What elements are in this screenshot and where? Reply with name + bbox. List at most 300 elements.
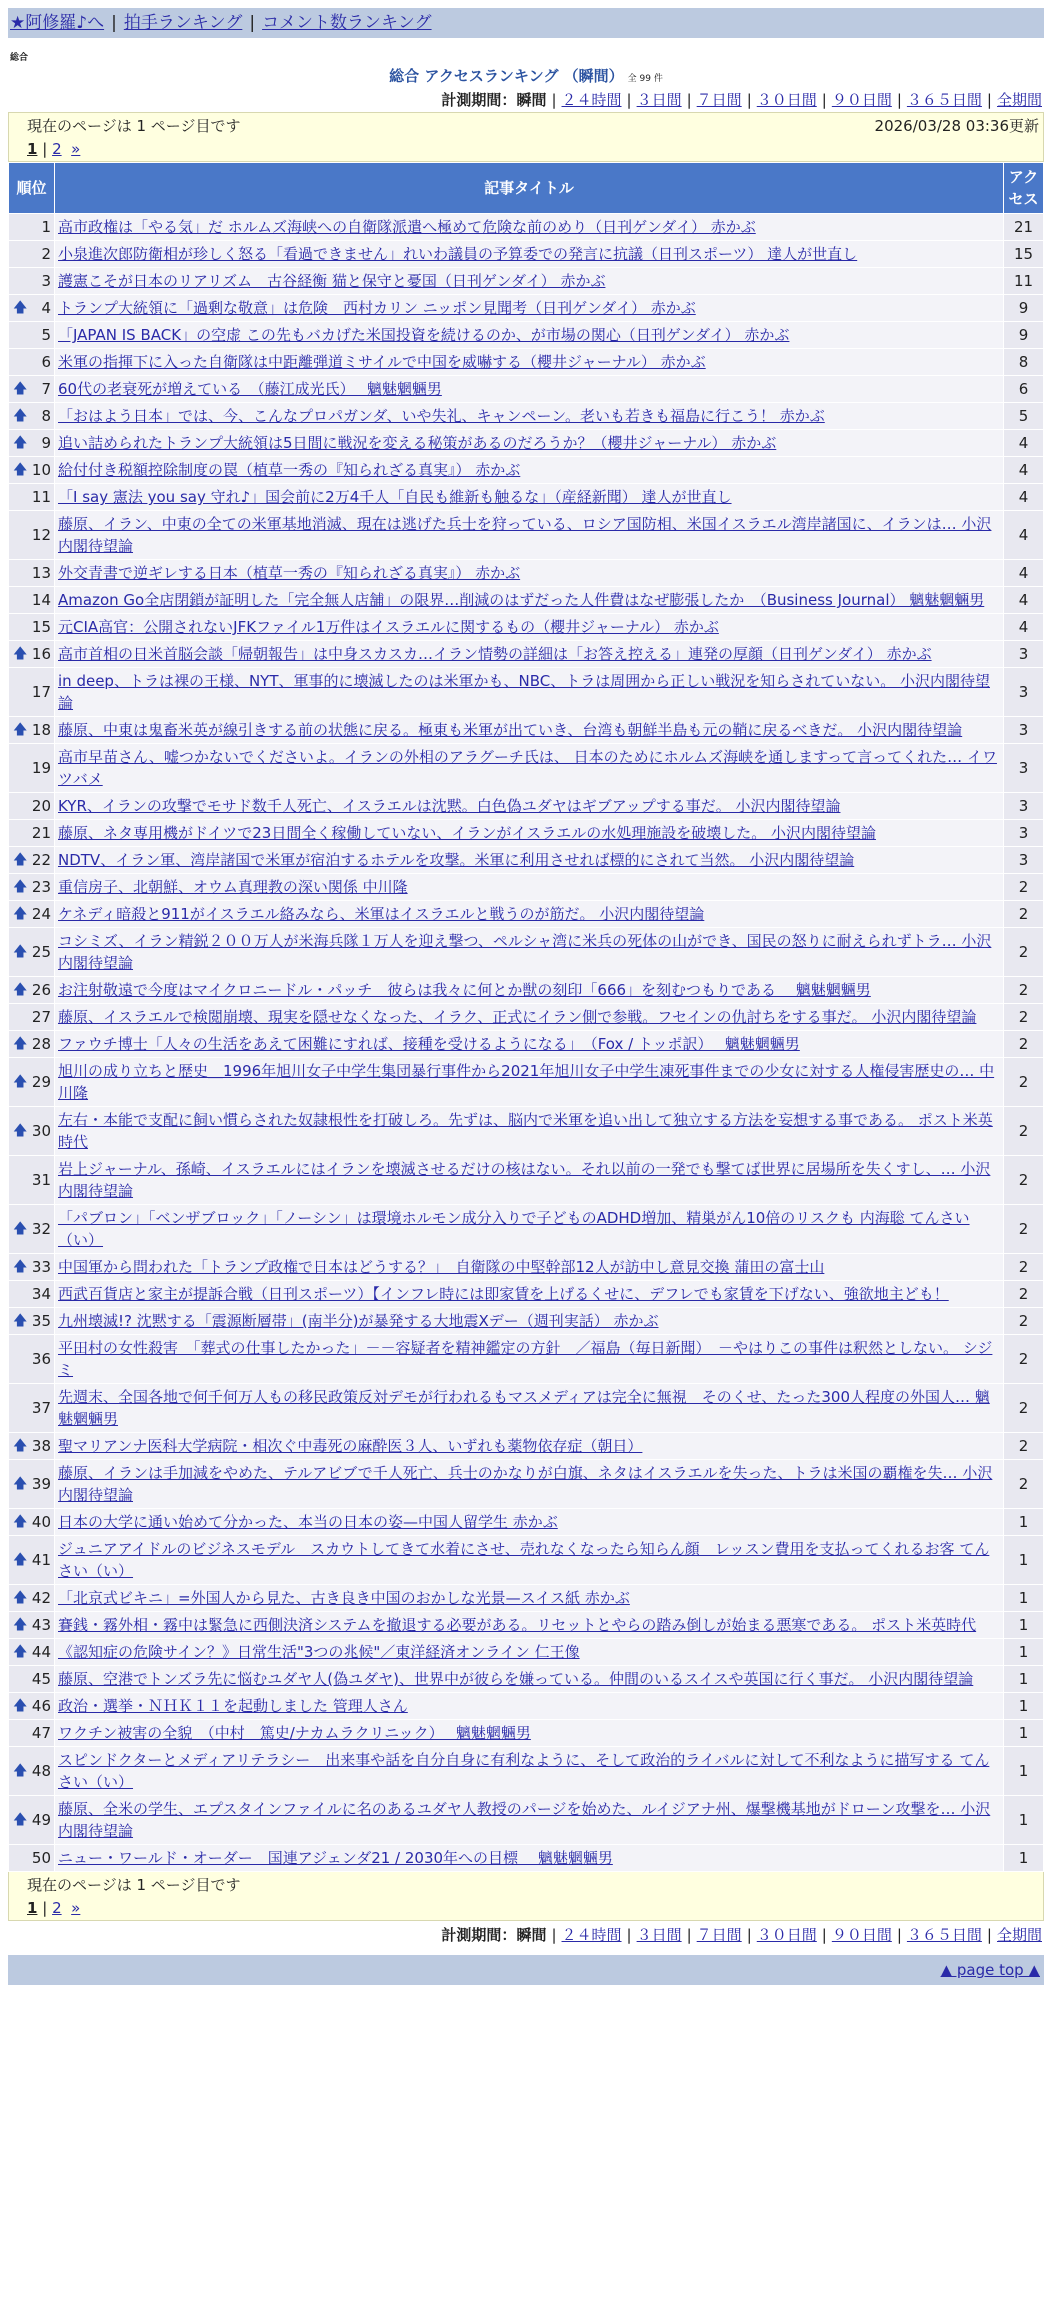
access-count: 2 bbox=[1004, 1205, 1044, 1254]
rank-number: 29 bbox=[31, 1073, 51, 1091]
table-row bbox=[9, 1156, 1044, 1205]
period-link-3d[interactable]: ３日間 bbox=[636, 1926, 682, 1944]
rank-cell bbox=[9, 403, 55, 430]
article-link[interactable]: 旭川の成り立ちと歴史＿1996年旭川女子中学生集団暴行事件から2021年旭川女子中学生凍死事件までの少女に対する人権侵害歴史の… 中川隆 bbox=[58, 1062, 995, 1102]
title-cell bbox=[55, 322, 1004, 349]
access-count: 1 bbox=[1004, 1747, 1044, 1796]
footer-bar bbox=[8, 1955, 1044, 1985]
title-cell bbox=[55, 1335, 1004, 1384]
comment-ranking-link[interactable]: コメント数ランキング bbox=[262, 13, 432, 33]
rank-number: 42 bbox=[31, 1589, 51, 1607]
article-link[interactable]: 高市早苗さん、嘘つかないでくださいよ。イランの外相のアラグーチ氏は、 日本のためにホルムズ海峡を通しますって言ってくれた… イワツバメ bbox=[58, 748, 997, 788]
rank-number: 10 bbox=[31, 461, 51, 479]
rank-number: 30 bbox=[31, 1122, 51, 1140]
article-link[interactable]: 賽銭・霧外相・霧中は緊急に西側決済システムを撤退する必要がある。リセットとやらの踏み倒しが始まる悪寒である。 ポスト米英時代 bbox=[58, 1616, 977, 1634]
rank-number: 36 bbox=[31, 1350, 51, 1368]
article-link[interactable]: 西武百貨店と家主が提訴合戦（日刊スポーツ）【インフレ時には即家賃を上げるくせに、デフレでも家賃を下げない、強欲地主ども！ bbox=[58, 1285, 949, 1303]
rank-cell bbox=[9, 241, 55, 268]
title-header: 記事タイトル bbox=[55, 163, 1004, 214]
table-row bbox=[9, 295, 1044, 322]
article-link[interactable]: 先週末、全国各地で何千何万人もの移民政策反対デモが行われるもマスメディアは完全に無視 そのくせ、たった300人程度の外国人… 魑魅魍魎男 bbox=[58, 1388, 990, 1428]
table-row bbox=[9, 376, 1044, 403]
top-nav: ★阿修羅♪へ | 拍手ランキング | コメント数ランキング bbox=[8, 8, 1044, 38]
rank-up-arrow-icon: 🡅 bbox=[13, 1590, 28, 1606]
article-link[interactable]: 藤原、中東は鬼畜米英が線引きする前の状態に戻る。極東も米軍が出ていき、台湾も朝鮮半島も元の鞘に戻るべきだ。 小沢内閣待望論 bbox=[58, 721, 963, 739]
table-row bbox=[9, 1585, 1044, 1612]
article-link[interactable]: 平田村の女性殺害 「葬式の仕事したかった」－－容疑者を精神鑑定の方針 ／福島（毎日新聞） －やはりこの事件は釈然としない。 シジミ bbox=[58, 1339, 993, 1379]
access-count: 2 bbox=[1004, 1254, 1044, 1281]
rank-number: 15 bbox=[31, 618, 51, 636]
table-row bbox=[9, 322, 1044, 349]
table-row bbox=[9, 214, 1044, 241]
rank-number: 20 bbox=[31, 797, 51, 815]
title-cell bbox=[55, 1058, 1004, 1107]
access-count: 11 bbox=[1004, 268, 1044, 295]
period-link-all[interactable]: 全期間 bbox=[996, 91, 1042, 109]
access-count: 1 bbox=[1004, 1639, 1044, 1666]
article-link[interactable]: ワクチン被害の全貌 （中村 篤史/ナカムラクリニック） 魑魅魍魎男 bbox=[58, 1724, 531, 1742]
period-current: 瞬間 bbox=[516, 1926, 547, 1944]
title-cell bbox=[55, 403, 1004, 430]
table-row bbox=[9, 1612, 1044, 1639]
period-link-30d[interactable]: ３０日間 bbox=[756, 91, 817, 109]
table-row bbox=[9, 1509, 1044, 1536]
rank-cell bbox=[9, 1460, 55, 1509]
rank-up-arrow-icon: 🡅 bbox=[13, 646, 28, 662]
period-link-24h[interactable]: ２４時間 bbox=[561, 91, 622, 109]
table-row bbox=[9, 717, 1044, 744]
article-link[interactable]: 「おはよう日本」では、今、こんなプロパガンダ、いや失礼、キャンペーン。老いも若きも福島に行こう！ 赤かぶ bbox=[58, 407, 825, 425]
article-link[interactable]: KYR、イランの攻撃でモサド数千人死亡、イスラエルは沈黙。白色偽ユダヤはギブアップする事だ。 小沢内閣待望論 bbox=[58, 797, 841, 815]
rank-cell bbox=[9, 376, 55, 403]
rank-number: 48 bbox=[31, 1762, 51, 1780]
rank-cell bbox=[9, 820, 55, 847]
rank-cell bbox=[9, 668, 55, 717]
article-link[interactable]: 小泉進次郎防衛相が珍しく怒る「看過できません」れいわ議員の予算委での発言に抗議（日刊スポーツ） 達人が世直し bbox=[58, 245, 858, 263]
access-count: 1 bbox=[1004, 1693, 1044, 1720]
title-cell bbox=[55, 295, 1004, 322]
home-link[interactable]: ★阿修羅♪へ bbox=[10, 13, 105, 33]
rank-cell bbox=[9, 1031, 55, 1058]
table-row bbox=[9, 1639, 1044, 1666]
access-count: 9 bbox=[1004, 295, 1044, 322]
rank-up-arrow-icon: 🡅 bbox=[13, 1552, 28, 1568]
rank-cell bbox=[9, 1058, 55, 1107]
title-cell bbox=[55, 1308, 1004, 1335]
ranking-table bbox=[8, 162, 1044, 1872]
period-link-365d[interactable]: ３６５日間 bbox=[906, 91, 982, 109]
article-link[interactable]: NDTV、イラン軍、湾岸諸国で米軍が宿泊するホテルを攻撃。米軍に利用させれば標的にされて当然。 小沢内閣待望論 bbox=[58, 851, 855, 869]
rank-number: 21 bbox=[31, 824, 51, 842]
access-count: 8 bbox=[1004, 349, 1044, 376]
pager-bottom: 現在のページは 1 ページ目です 1 | 2 » bbox=[8, 1872, 1044, 1921]
rank-cell bbox=[9, 484, 55, 511]
article-link[interactable]: 60代の老衰死が増えている （藤江成光氏） 魑魅魍魎男 bbox=[58, 380, 442, 398]
rank-number: 7 bbox=[41, 380, 51, 398]
table-row bbox=[9, 1460, 1044, 1509]
table-row bbox=[9, 1254, 1044, 1281]
rank-up-arrow-icon: 🡅 bbox=[13, 1698, 28, 1714]
rank-cell bbox=[9, 1796, 55, 1845]
rank-cell bbox=[9, 1693, 55, 1720]
access-header: アクセス bbox=[1004, 163, 1044, 214]
rank-number: 43 bbox=[31, 1616, 51, 1634]
article-link[interactable]: 米軍の指揮下に入った自衛隊は中距離弾道ミサイルで中国を威嚇する（櫻井ジャーナル） 赤かぶ bbox=[58, 353, 706, 371]
access-count: 2 bbox=[1004, 1156, 1044, 1205]
rank-number: 28 bbox=[31, 1035, 51, 1053]
article-link[interactable]: 追い詰められたトランプ大統領は5日間に戦況を変える秘策があるのだろうか？（櫻井ジャーナル） 赤かぶ bbox=[58, 434, 777, 452]
period-selector-top: 計測期間：瞬間 | ２４時間 | ３日間 | ７日間 | ３０日間 | ９０日間 | ３６５日間 | 全期間 bbox=[441, 91, 1042, 109]
rank-cell bbox=[9, 1509, 55, 1536]
rank-cell bbox=[9, 901, 55, 928]
table-row bbox=[9, 614, 1044, 641]
current-page: 1 bbox=[27, 140, 38, 158]
access-count: 2 bbox=[1004, 977, 1044, 1004]
access-count: 4 bbox=[1004, 587, 1044, 614]
article-link[interactable]: 給付付き税額控除制度の罠（植草一秀の『知られざる真実』） 赤かぶ bbox=[58, 461, 521, 479]
table-row bbox=[9, 430, 1044, 457]
table-row bbox=[9, 1720, 1044, 1747]
next-page-link[interactable]: » bbox=[71, 140, 81, 158]
article-link[interactable]: 《認知症の危険サイン？》日常生活"3つの兆候"／東洋経済オンライン 仁王像 bbox=[58, 1643, 580, 1661]
rank-number: 6 bbox=[41, 353, 51, 371]
rank-number: 2 bbox=[41, 245, 51, 263]
category-label: 総合 bbox=[10, 53, 29, 63]
rank-up-arrow-icon: 🡅 bbox=[13, 1221, 28, 1237]
table-row bbox=[9, 349, 1044, 376]
access-count: 1 bbox=[1004, 1612, 1044, 1639]
rank-cell bbox=[9, 717, 55, 744]
article-link[interactable]: 藤原、空港でトンズラ先に悩むユダヤ人(偽ユダヤ)、世界中が彼らを嫌っている。仲間のいるスイスや英国に行く事だ。 小沢内閣待望論 bbox=[58, 1670, 974, 1688]
period-link-3d[interactable]: ３日間 bbox=[636, 91, 682, 109]
rank-cell bbox=[9, 322, 55, 349]
rank-cell bbox=[9, 295, 55, 322]
rank-number: 35 bbox=[31, 1312, 51, 1330]
rank-cell bbox=[9, 1004, 55, 1031]
rank-number: 40 bbox=[31, 1513, 51, 1531]
article-link[interactable]: ジュニアアイドルのビジネスモデル スカウトしてきて水着にさせ、売れなくなったら知らん顔 レッスン費用を支払ってくれるお客 てんさい（い） bbox=[58, 1540, 990, 1580]
access-count: 3 bbox=[1004, 668, 1044, 717]
title-cell bbox=[55, 1747, 1004, 1796]
period-link-365d[interactable]: ３６５日間 bbox=[906, 1926, 982, 1944]
total-count: 全 99 件 bbox=[627, 74, 663, 84]
article-link[interactable]: スピンドクターとメディアリテラシー 出来事や話を自分自身に有利なように、そして政治的ライバルに対して不利なように描写する てんさい（い） bbox=[58, 1751, 990, 1791]
rank-up-arrow-icon: 🡅 bbox=[13, 852, 28, 868]
rank-number: 12 bbox=[31, 526, 51, 544]
title-cell bbox=[55, 376, 1004, 403]
rank-cell bbox=[9, 1433, 55, 1460]
rank-cell bbox=[9, 214, 55, 241]
rank-up-arrow-icon: 🡅 bbox=[13, 1074, 28, 1090]
rank-number: 32 bbox=[31, 1220, 51, 1238]
article-link[interactable]: トランプ大統領に「過剰な敬意」は危険 西村カリン ニッポン見聞考（日刊ゲンダイ） 赤かぶ bbox=[58, 299, 696, 317]
rank-up-arrow-icon: 🡅 bbox=[13, 1644, 28, 1660]
article-link[interactable]: Amazon Go全店閉鎖が証明した「完全無人店舗」の限界…削減のはずだった人件費はなぜ膨張したか （Business Journal） 魑魅魍魎男 bbox=[58, 591, 985, 609]
period-current: 瞬間 bbox=[516, 91, 547, 109]
article-link[interactable]: 外交青書で逆ギレする日本（植草一秀の『知られざる真実』） 赤かぶ bbox=[58, 564, 521, 582]
article-link[interactable]: 元CIA高官：公開されないJFKファイル1万件はイスラエルに関するもの（櫻井ジャーナル） 赤かぶ bbox=[58, 618, 719, 636]
access-count: 15 bbox=[1004, 241, 1044, 268]
applause-ranking-link[interactable]: 拍手ランキング bbox=[123, 13, 243, 33]
access-count: 4 bbox=[1004, 560, 1044, 587]
title-cell bbox=[55, 1585, 1004, 1612]
rank-cell bbox=[9, 874, 55, 901]
rank-cell bbox=[9, 1585, 55, 1612]
page-top-link[interactable]: ▲ page top ▲ bbox=[940, 1961, 1040, 1979]
access-count: 4 bbox=[1004, 511, 1044, 560]
table-row bbox=[9, 241, 1044, 268]
table-row bbox=[9, 1107, 1044, 1156]
access-count: 1 bbox=[1004, 1585, 1044, 1612]
access-count: 2 bbox=[1004, 1004, 1044, 1031]
table-row bbox=[9, 1536, 1044, 1585]
rank-cell bbox=[9, 641, 55, 668]
rank-cell bbox=[9, 349, 55, 376]
title-cell bbox=[55, 717, 1004, 744]
rank-cell bbox=[9, 1845, 55, 1872]
article-link[interactable]: 聖マリアンナ医科大学病院・相次ぐ中毒死の麻酔医３人、いずれも薬物依存症（朝日） bbox=[58, 1437, 643, 1455]
table-row bbox=[9, 268, 1044, 295]
rank-number: 5 bbox=[41, 326, 51, 344]
article-link[interactable]: 「I say 憲法 you say 守れ♪」国会前に2万4千人「自民も維新も触るな」（産経新聞） 達人が世直し bbox=[58, 488, 732, 506]
rank-cell bbox=[9, 1612, 55, 1639]
rank-cell bbox=[9, 1308, 55, 1335]
rank-cell bbox=[9, 1205, 55, 1254]
title-cell bbox=[55, 1004, 1004, 1031]
rank-number: 31 bbox=[31, 1171, 51, 1189]
access-count: 2 bbox=[1004, 1460, 1044, 1509]
rank-up-arrow-icon: 🡅 bbox=[13, 906, 28, 922]
ranking-title: 総合 アクセスランキング （瞬間） bbox=[389, 67, 624, 85]
access-count: 1 bbox=[1004, 1720, 1044, 1747]
title-cell bbox=[55, 1254, 1004, 1281]
table-row bbox=[9, 511, 1044, 560]
rank-up-arrow-icon: 🡅 bbox=[13, 1036, 28, 1052]
article-link[interactable]: 中国軍から問われた「トランプ政権で日本はどうする？」 自衛隊の中堅幹部12人が訪中し意見交換 蒲田の富士山 bbox=[58, 1258, 825, 1276]
rank-number: 26 bbox=[31, 981, 51, 999]
title-cell bbox=[55, 1796, 1004, 1845]
rank-number: 38 bbox=[31, 1437, 51, 1455]
article-link[interactable]: お注射敬遠で今度はマイクロニードル・パッチ 彼らは我々に何とか獣の刻印「666」を刻むつもりである 魑魅魍魎男 bbox=[58, 981, 871, 999]
page-status: 現在のページは 1 ページ目です bbox=[27, 1876, 241, 1894]
period-selector-bottom: 計測期間：瞬間 | ２４時間 | ３日間 | ７日間 | ３０日間 | ９０日間 | ３６５日間 | 全期間 bbox=[441, 1926, 1042, 1944]
access-count: 2 bbox=[1004, 1384, 1044, 1433]
access-count: 6 bbox=[1004, 376, 1044, 403]
title-cell bbox=[55, 511, 1004, 560]
table-row bbox=[9, 820, 1044, 847]
title-cell bbox=[55, 977, 1004, 1004]
article-link[interactable]: in deep、トラは裸の王様、NYT、軍事的に壊滅したのは米軍かも、NBC、トラは周囲から正しい戦況を知らされていない。 小沢内閣待望論 bbox=[58, 672, 990, 712]
rank-up-arrow-icon: 🡅 bbox=[13, 1123, 28, 1139]
rank-up-arrow-icon: 🡅 bbox=[13, 1438, 28, 1454]
access-count: 4 bbox=[1004, 457, 1044, 484]
pager-top: 現在のページは 1 ページ目です 2026/03/28 03:36更新 1 | 2 » bbox=[8, 112, 1044, 162]
rank-cell bbox=[9, 1107, 55, 1156]
rank-number: 37 bbox=[31, 1399, 51, 1417]
article-link[interactable]: 高市首相の日米首脳会談「帰朝報告」は中身スカスカ…イラン情勢の詳細は「お答え控える」連発の厚顔（日刊ゲンダイ） 赤かぶ bbox=[58, 645, 932, 663]
table-row bbox=[9, 1693, 1044, 1720]
article-link[interactable]: 高市政権は「やる気」だ ホルムズ海峡への自衛隊派遣へ極めて危険な前のめり（日刊ゲンダイ） 赤かぶ bbox=[58, 218, 756, 236]
period-link-90d[interactable]: ９０日間 bbox=[831, 1926, 892, 1944]
article-link[interactable]: 護憲こそが日本のリアリズム 古谷経衡 猫と保守と憂国（日刊ゲンダイ） 赤かぶ bbox=[58, 272, 606, 290]
rank-cell bbox=[9, 1720, 55, 1747]
rank-cell bbox=[9, 268, 55, 295]
access-count: 3 bbox=[1004, 793, 1044, 820]
period-link-7d[interactable]: ７日間 bbox=[696, 91, 742, 109]
table-row bbox=[9, 560, 1044, 587]
access-count: 3 bbox=[1004, 717, 1044, 744]
rank-number: 1 bbox=[41, 218, 51, 236]
article-link[interactable]: 日本の大学に通い始めて分かった、本当の日本の姿—中国人留学生 赤かぶ bbox=[58, 1513, 558, 1531]
access-count: 2 bbox=[1004, 901, 1044, 928]
rank-number: 17 bbox=[31, 683, 51, 701]
title-cell bbox=[55, 1460, 1004, 1509]
title-cell bbox=[55, 1536, 1004, 1585]
rank-number: 24 bbox=[31, 905, 51, 923]
rank-up-arrow-icon: 🡅 bbox=[13, 1617, 28, 1633]
access-count: 4 bbox=[1004, 484, 1044, 511]
rank-number: 33 bbox=[31, 1258, 51, 1276]
table-row bbox=[9, 1004, 1044, 1031]
title-cell bbox=[55, 928, 1004, 977]
access-count: 3 bbox=[1004, 641, 1044, 668]
title-cell bbox=[55, 214, 1004, 241]
current-page: 1 bbox=[27, 1899, 38, 1917]
rank-number: 22 bbox=[31, 851, 51, 869]
article-link[interactable]: 政治・選挙・ＮＨＫ１１を起動しました 管理人さん bbox=[58, 1697, 408, 1715]
access-count: 21 bbox=[1004, 214, 1044, 241]
table-row bbox=[9, 1281, 1044, 1308]
access-count: 1 bbox=[1004, 1536, 1044, 1585]
title-cell bbox=[55, 1612, 1004, 1639]
page-2-link[interactable]: 2 bbox=[52, 1899, 62, 1917]
period-link-24h[interactable]: ２４時間 bbox=[561, 1926, 622, 1944]
access-count: 2 bbox=[1004, 1308, 1044, 1335]
article-link[interactable]: 左右・本能で支配に飼い慣らされた奴隷根性を打破しろ。先ずは、脳内で米軍を追い出して独立する方法を妄想する事である。 ポスト米英時代 bbox=[58, 1111, 993, 1151]
article-link[interactable]: ケネディ暗殺と911がイスラエル絡みなら、米軍はイスラエルと戦うのが筋だ。 小沢内閣待望論 bbox=[58, 905, 705, 923]
title-cell bbox=[55, 484, 1004, 511]
access-count: 2 bbox=[1004, 1031, 1044, 1058]
article-link[interactable]: 九州壊滅!? 沈黙する「震源断層帯」(南半分)が暴発する大地震Xデー（週刊実話） 赤かぶ bbox=[58, 1312, 659, 1330]
rank-cell bbox=[9, 1666, 55, 1693]
page-status: 現在のページは 1 ページ目です bbox=[27, 117, 241, 135]
rank-cell bbox=[9, 744, 55, 793]
rank-number: 44 bbox=[31, 1643, 51, 1661]
period-link-7d[interactable]: ７日間 bbox=[696, 1926, 742, 1944]
rank-number: 47 bbox=[31, 1724, 51, 1742]
article-link[interactable]: 「北京式ビキニ」=外国人から見た、古き良き中国のおかしな光景—スイス紙 赤かぶ bbox=[58, 1589, 630, 1607]
rank-cell bbox=[9, 1536, 55, 1585]
access-count: 4 bbox=[1004, 614, 1044, 641]
article-link[interactable]: ニュー・ワールド・オーダー 国連アジェンダ21 / 2030年への目標 魑魅魍魎男 bbox=[58, 1849, 613, 1867]
rank-up-arrow-icon: 🡅 bbox=[13, 1259, 28, 1275]
rank-number: 34 bbox=[31, 1285, 51, 1303]
table-row bbox=[9, 793, 1044, 820]
title-cell bbox=[55, 614, 1004, 641]
title-cell bbox=[55, 668, 1004, 717]
rank-cell bbox=[9, 1639, 55, 1666]
table-row bbox=[9, 457, 1044, 484]
rank-number: 46 bbox=[31, 1697, 51, 1715]
rank-up-arrow-icon: 🡅 bbox=[13, 1476, 28, 1492]
table-row bbox=[9, 874, 1044, 901]
access-count: 9 bbox=[1004, 322, 1044, 349]
rank-up-arrow-icon: 🡅 bbox=[13, 300, 28, 316]
title-cell bbox=[55, 1509, 1004, 1536]
access-count: 1 bbox=[1004, 1845, 1044, 1872]
rank-up-arrow-icon: 🡅 bbox=[13, 1812, 28, 1828]
rank-up-arrow-icon: 🡅 bbox=[13, 408, 28, 424]
title-cell bbox=[55, 587, 1004, 614]
rank-cell bbox=[9, 1335, 55, 1384]
title-cell bbox=[55, 1281, 1004, 1308]
rank-cell bbox=[9, 847, 55, 874]
article-link[interactable]: ファウチ博士「人々の生活をあえて困難にすれば、接種を受けるようになる」 （Fox / トッポ訳） 魑魅魍魎男 bbox=[58, 1035, 800, 1053]
table-row bbox=[9, 1308, 1044, 1335]
access-count: 3 bbox=[1004, 744, 1044, 793]
article-link[interactable]: コシミズ、イラン精鋭２００万人が米海兵隊１万人を迎え撃つ、ペルシャ湾に米兵の死体の山ができ、国民の怒りに耐えられずトラ… 小沢内閣待望論 bbox=[58, 932, 992, 972]
title-cell bbox=[55, 847, 1004, 874]
article-link[interactable]: 藤原、イラン、中東の全ての米軍基地消滅、現在は逃げた兵士を狩っている、ロシア国防相、米国イスラエル湾岸諸国に、イランは… 小沢内閣待望論 bbox=[58, 515, 992, 555]
title-cell bbox=[55, 1666, 1004, 1693]
article-link[interactable]: 岩上ジャーナル、孫崎、イスラエルにはイランを壊滅させるだけの核はない。それ以前の一発でも撃てば世界に居場所を失くすし、… 小沢内閣待望論 bbox=[58, 1160, 991, 1200]
rank-number: 18 bbox=[31, 721, 51, 739]
article-link[interactable]: 「パブロン」「ベンザブロック」「ノーシン」は環境ホルモン成分入りで子どものADHD増加、精巣がん10倍のリスクも 内海聡 てんさい（い） bbox=[58, 1209, 970, 1249]
table-row bbox=[9, 928, 1044, 977]
period-link-all[interactable]: 全期間 bbox=[996, 1926, 1042, 1944]
rank-number: 3 bbox=[41, 272, 51, 290]
access-count: 3 bbox=[1004, 847, 1044, 874]
rank-number: 25 bbox=[31, 943, 51, 961]
title-cell bbox=[55, 349, 1004, 376]
article-link[interactable]: 重信房子、北朝鮮、オウム真理教の深い関係 中川隆 bbox=[58, 878, 408, 896]
page-2-link[interactable]: 2 bbox=[52, 140, 62, 158]
rank-cell bbox=[9, 457, 55, 484]
rank-up-arrow-icon: 🡅 bbox=[13, 462, 28, 478]
article-link[interactable]: 藤原、ネタ専用機がドイツで23日間全く稼働していない、イランがイスラエルの水処理施設を破壊した。 小沢内閣待望論 bbox=[58, 824, 876, 842]
title-cell bbox=[55, 1693, 1004, 1720]
period-link-90d[interactable]: ９０日間 bbox=[831, 91, 892, 109]
table-row bbox=[9, 1666, 1044, 1693]
rank-number: 8 bbox=[41, 407, 51, 425]
next-page-link[interactable]: » bbox=[71, 1899, 81, 1917]
table-row bbox=[9, 484, 1044, 511]
title-cell bbox=[55, 560, 1004, 587]
page-title bbox=[8, 64, 1044, 88]
article-link[interactable]: 「JAPAN IS BACK」の空虚 この先もバカげた米国投資を続けるのか、が市場の関心（日刊ゲンダイ） 赤かぶ bbox=[58, 326, 790, 344]
article-link[interactable]: 藤原、イスラエルで検閲崩壊、現実を隠せなくなった、イラク、正式にイラン側で参戦。フセインの仇討ちをする事だ。 小沢内閣待望論 bbox=[58, 1008, 977, 1026]
access-count: 2 bbox=[1004, 1433, 1044, 1460]
updated-time: 2026/03/28 03:36更新 bbox=[874, 117, 1039, 135]
rank-number: 14 bbox=[31, 591, 51, 609]
rank-cell bbox=[9, 1384, 55, 1433]
article-link[interactable]: 藤原、イランは手加減をやめた、テルアビブで千人死亡、兵士のかなりが白旗、ネタはイスラエルを失った、トラは米国の覇権を失… 小沢内閣待望論 bbox=[58, 1464, 993, 1504]
rank-cell bbox=[9, 587, 55, 614]
table-row bbox=[9, 1433, 1044, 1460]
table-row bbox=[9, 977, 1044, 1004]
title-cell bbox=[55, 1156, 1004, 1205]
rank-number: 27 bbox=[31, 1008, 51, 1026]
access-count: 1 bbox=[1004, 1509, 1044, 1536]
period-link-30d[interactable]: ３０日間 bbox=[756, 1926, 817, 1944]
rank-cell bbox=[9, 1254, 55, 1281]
rank-up-arrow-icon: 🡅 bbox=[13, 1313, 28, 1329]
rank-number: 49 bbox=[31, 1811, 51, 1829]
title-cell bbox=[55, 820, 1004, 847]
article-link[interactable]: 藤原、全米の学生、エプスタインファイルに名のあるユダヤ人教授のパージを始めた、ルイジアナ州、爆撃機基地がドローン攻撃を… 小沢内閣待望論 bbox=[58, 1800, 991, 1840]
title-cell bbox=[55, 1205, 1004, 1254]
table-row bbox=[9, 901, 1044, 928]
